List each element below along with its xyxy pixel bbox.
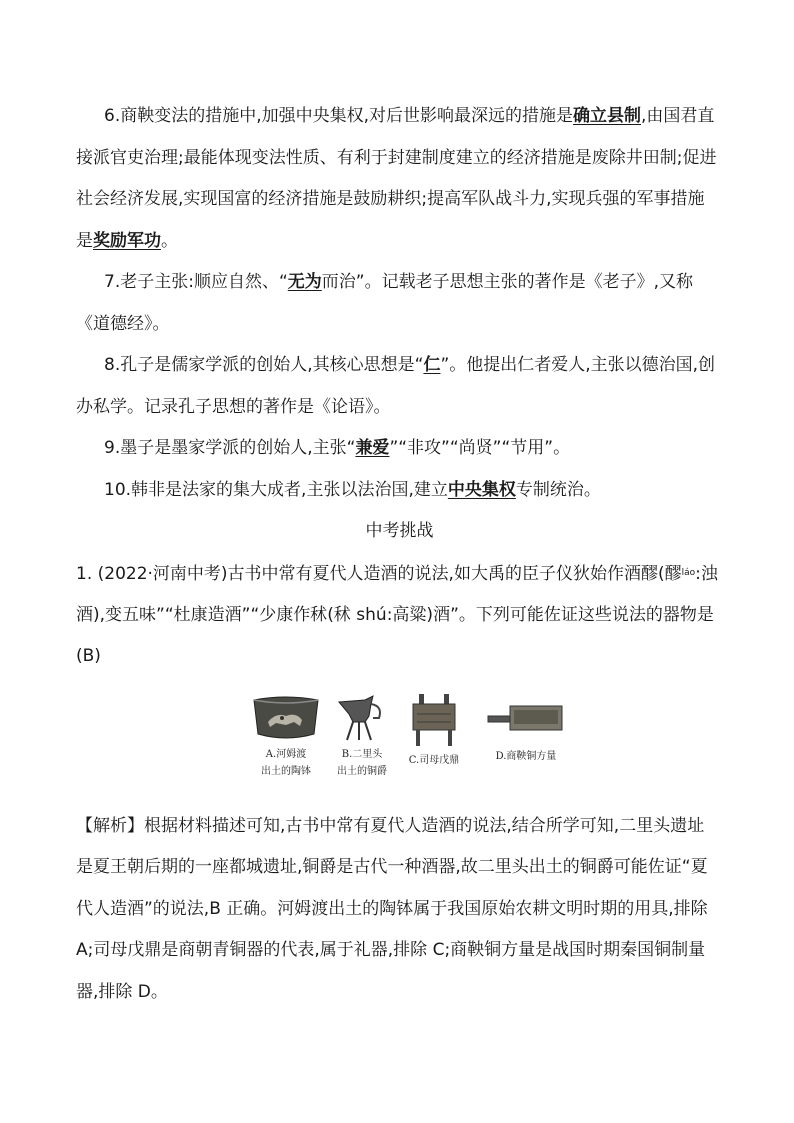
analysis-text: 根据材料描述可知,古书中常有夏代人造酒的说法,结合所学可知,二里头遗址是夏王朝后期的一座都城遗址,铜爵是古代一种酒器,故二里头出土的铜爵可能佐证“夏代人造酒”的说法,B 正确。河姆渡出土的陶钵属于我国原始农耕文明时期的用具,排除 A;司母戊鼎是商朝青铜器的代表,属于礼器,排除 C;商鞅铜方量是战国时期秦国铜制量器,排除 D。: [76, 815, 708, 1002]
answer-underlined: 中央集权: [447, 479, 516, 500]
caption-line: 出土的铜爵: [337, 765, 387, 777]
artifact-figure: [76, 692, 720, 796]
question-1: [76, 553, 720, 678]
caption-line: B.二里头: [341, 748, 383, 760]
figure-option-a: [246, 692, 326, 780]
section-title: 中考挑战: [365, 521, 434, 541]
caption-c: [398, 752, 470, 769]
item-9: [76, 428, 720, 470]
item-text: 而治”。记载老子思想主张的著作是《老子》,又称《道德经》。: [76, 272, 693, 334]
caption-line: 出土的陶钵: [261, 765, 311, 777]
figure-option-c: [398, 692, 470, 769]
item-text: 6.商鞅变法的措施中,加强中央集权,对后世影响最深远的措施是: [104, 106, 574, 126]
item-text: ,由国君直接派官吏治理;最能体现变法性质、有利于封建制度建立的经济措施是废除井田制;促进社会经济发展,实现国富的经济措施是鼓励耕织;提高军队战斗力,实现兵强的军事措施是: [76, 106, 717, 251]
figure-option-d: [476, 692, 576, 765]
analysis-label: 【解析】: [76, 815, 144, 836]
item-text: 专制统治。: [515, 479, 601, 500]
item-text: ”“非攻”“尚贤”“节用”。: [389, 438, 571, 458]
answer-underlined: 确立县制: [573, 106, 642, 126]
item-10: [76, 470, 720, 512]
item-text: 7.老子主张:顺应自然、“: [104, 272, 288, 292]
answer-underlined: 兼爱: [355, 438, 390, 458]
answer-underlined: 无为: [287, 272, 322, 292]
item-8: [76, 345, 720, 428]
item-text: 。: [161, 230, 178, 251]
question-answer: (B): [76, 646, 101, 667]
caption-d: [476, 748, 576, 765]
pottery-bowl-image: [250, 692, 322, 742]
item-text: 10.韩非是法家的集大成者,主张以法治国,建立: [104, 479, 448, 500]
question-text: 1. (2022·河南中考)古书中常有夏代人造酒的说法,如大禹的臣子仪狄始作酒醪(醪: [76, 563, 682, 584]
item-6: [76, 96, 720, 262]
answer-underlined: 奖励军功: [93, 230, 161, 251]
document-page: [76, 96, 720, 1013]
item-text: ”。他提出仁者爱人,主张以德治国,创办私学。记录孔子思想的著作是《论语》。: [76, 355, 716, 417]
caption-b: [326, 746, 398, 780]
ding-cauldron-image: [407, 692, 461, 748]
pinyin-annotation: láo: [681, 567, 696, 578]
item-text: 9.墨子是墨家学派的创始人,主张“: [104, 438, 356, 458]
item-7: [76, 262, 720, 345]
figure-option-b: [326, 692, 398, 780]
question-text: :浊酒),变五味”“杜康造酒”“少康作秫(秫 shú:高粱)酒”。下列可能佐证这些说法的器物是: [76, 563, 718, 625]
answer-underlined: 仁: [423, 355, 441, 375]
caption-a: [246, 746, 326, 780]
item-text: 8.孔子是儒家学派的创始人,其核心思想是“: [104, 355, 424, 375]
bronze-measure-image: [486, 692, 566, 744]
caption-line: D.商鞅铜方量: [495, 750, 557, 762]
bronze-jue-image: [335, 692, 389, 742]
caption-line: C.司母戊鼎: [408, 754, 460, 766]
analysis-paragraph: [76, 806, 720, 1014]
caption-line: A.河姆渡: [265, 748, 307, 760]
